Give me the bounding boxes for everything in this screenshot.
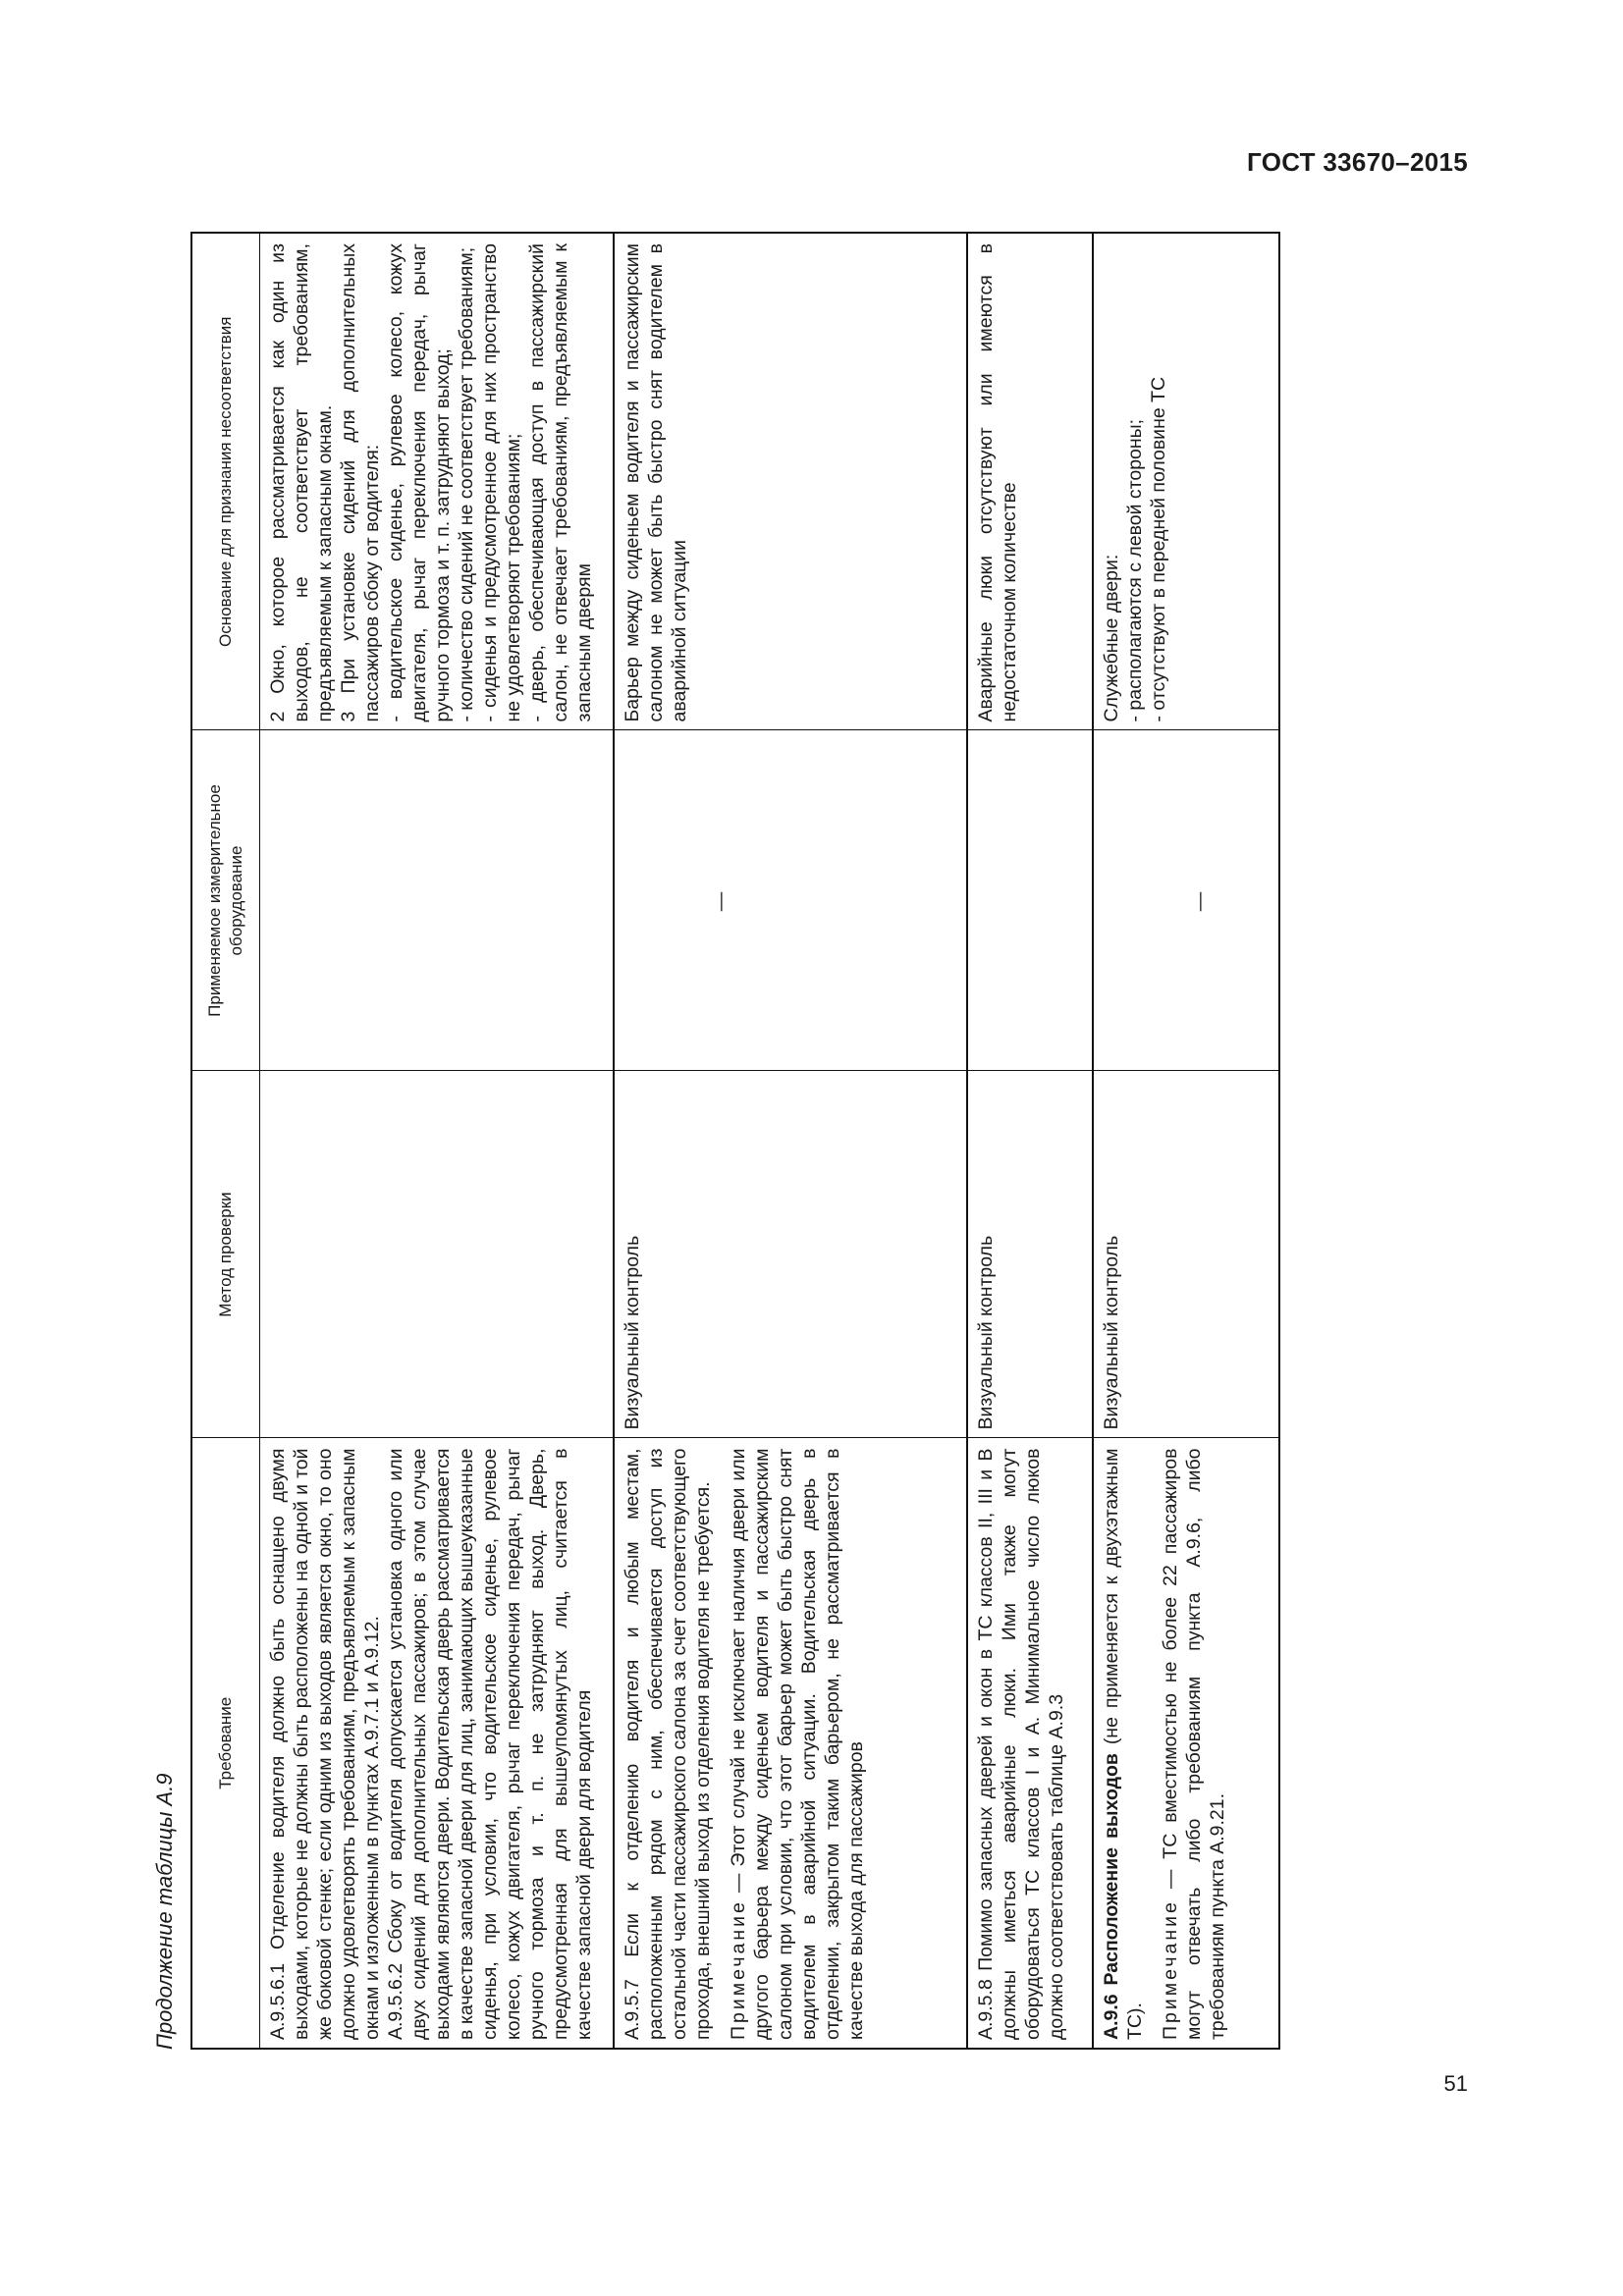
equipment-cell — [1093, 730, 1279, 1071]
requirement-text: А.9.5.6.1 Отделение водителя должно быть оснащено двумя выходами, которые не должны быть расположены на одной и той же боковой стенке; если одним из выходов является окно, то оно должно удовлетворять требованиям, предъявляемым к запасным окнам и изложенным в пунктах А.9.7.1 и А.9.12. — [267, 1448, 383, 2040]
header-equipment: Применяемое измерительное оборудование — [191, 730, 260, 1071]
method-cell — [260, 1071, 614, 1438]
header-basis: Основание для признания несоответствия — [191, 233, 260, 730]
basis-line: - располагаются с левой стороны; — [1124, 418, 1146, 722]
method-cell: Визуальный контроль — [967, 1071, 1093, 1438]
note-text: — Этот случай не исключает наличия двери или другого барьера между сиденьем водителя и пассажирским салоном при условии, что этот барьер может быть быстро снят водителем в аварийной ситуации. Водительская дверь в отделении, закрытом таким барьером, не рассматривается в качестве выхода для пассажиров — [728, 1448, 867, 2040]
basis-line: - водительское сиденье, рулевое колесо, кожух двигателя, рычаг переключения передач, рычаг ручного тормоза и т. п. затрудняют выход; — [385, 243, 454, 722]
basis-cell — [260, 233, 614, 730]
table-row — [260, 233, 614, 2049]
note-text: — ТС вместимостью не более 22 пассажиров могут отвечать либо требованиям пункта А.9.6, либо требованиям пункта А.9.21. — [1160, 1448, 1228, 2040]
basis-line: - сиденья и предусмотренное для них пространство не удовлетворяют требованиям; — [479, 243, 524, 722]
requirement-title: А.9.6 Расположение выходов — [1101, 1753, 1122, 2040]
header-requirement: Требование — [191, 1438, 260, 2049]
basis-cell — [1093, 233, 1279, 730]
basis-line: - количество сидений не соответствует требованиям; — [456, 246, 477, 722]
table-header-row — [191, 233, 260, 2049]
header-method: Метод проверки — [191, 1071, 260, 1438]
note-label: Примечание — [728, 1899, 749, 2040]
basis-line: Служебные двери: — [1101, 554, 1122, 722]
requirement-cell — [1093, 1438, 1279, 2049]
basis-line: 3 При установке сидений для дополнительных пассажиров сбоку от водителя: — [338, 243, 383, 722]
equipment-dash: — — [710, 891, 731, 912]
method-cell: Визуальный контроль — [614, 1071, 967, 1438]
page-number: 51 — [1443, 2071, 1468, 2096]
basis-line: - дверь, обеспечивающая доступ в пассажирский салон, не отвечает требованиям, предъявляемым к запасным дверям — [526, 243, 595, 722]
basis-cell: Барьер между сиденьем водителя и пассажирским салоном не может быть быстро снят водителем в аварийной ситуации — [614, 233, 967, 730]
requirement-cell — [260, 1438, 614, 2049]
note-label: Примечание — [1160, 1899, 1181, 2040]
requirement-rest: (не применяется к двухэтажным ТС). — [1101, 1448, 1146, 2040]
requirement-cell — [614, 1438, 967, 2049]
basis-cell: Аварийные люки отсутствуют или имеются в недостаточном количестве — [967, 233, 1093, 730]
method-cell: Визуальный контроль — [1093, 1071, 1279, 1438]
equipment-cell — [614, 730, 967, 1071]
equipment-cell — [967, 730, 1093, 1071]
note-paragraph — [1159, 1449, 1229, 2041]
table-row — [1093, 233, 1279, 2049]
requirement-text: А.9.5.7 Если к отделению водителя и любым местам, расположенным рядом с ним, обеспечивается доступ из остальной части пассажирского салона за счет соответствующего прохода, внешний выход из отделения водителя не требуется. — [622, 1448, 714, 2040]
requirement-text — [1100, 1449, 1147, 2041]
table-caption: Продолжение таблицы А.9 — [152, 1773, 177, 2050]
equipment-cell — [260, 730, 614, 1071]
note-paragraph — [727, 1449, 868, 2041]
table-row — [967, 233, 1093, 2049]
equipment-dash: — — [1189, 891, 1211, 912]
requirement-cell: А.9.5.8 Помимо запасных дверей и окон в ТС классов II, III и В должны иметься аварийные люки. Ими также могут оборудоваться ТС классов I и А. Минимальное число люков должно соответствовать таблице А.9.3 — [967, 1438, 1093, 2049]
table-row — [614, 233, 967, 2049]
requirement-text: А.9.5.6.2 Сбоку от водителя допускается установка одного или двух сидений для дополнительных пассажиров; в этом случае выходами являются двери. Водительская дверь рассматривается в качестве запасной двери для лиц, занимающих вышеуказанные сиденья, при условии, что водительское сиденье, рулевое колесо, кожух двигателя, рычаг переключения передач, рычаг ручного тормоза и т. п. не затрудняют выход. Дверь, предусмотренная для вышеупомянутых лиц, считается в качестве запасной двери для водителя — [385, 1448, 595, 2040]
standard-code: ГОСТ 33670–2015 — [1247, 147, 1468, 177]
rotated-table-block — [148, 18, 1413, 2050]
basis-line: - отсутствуют в передней половине ТС — [1148, 376, 1169, 722]
requirements-table — [190, 232, 1280, 2050]
basis-line: 2 Окно, которое рассматривается как один из выходов, не соответствует требованиям, предъявляемым к запасным окнам. — [267, 243, 336, 722]
